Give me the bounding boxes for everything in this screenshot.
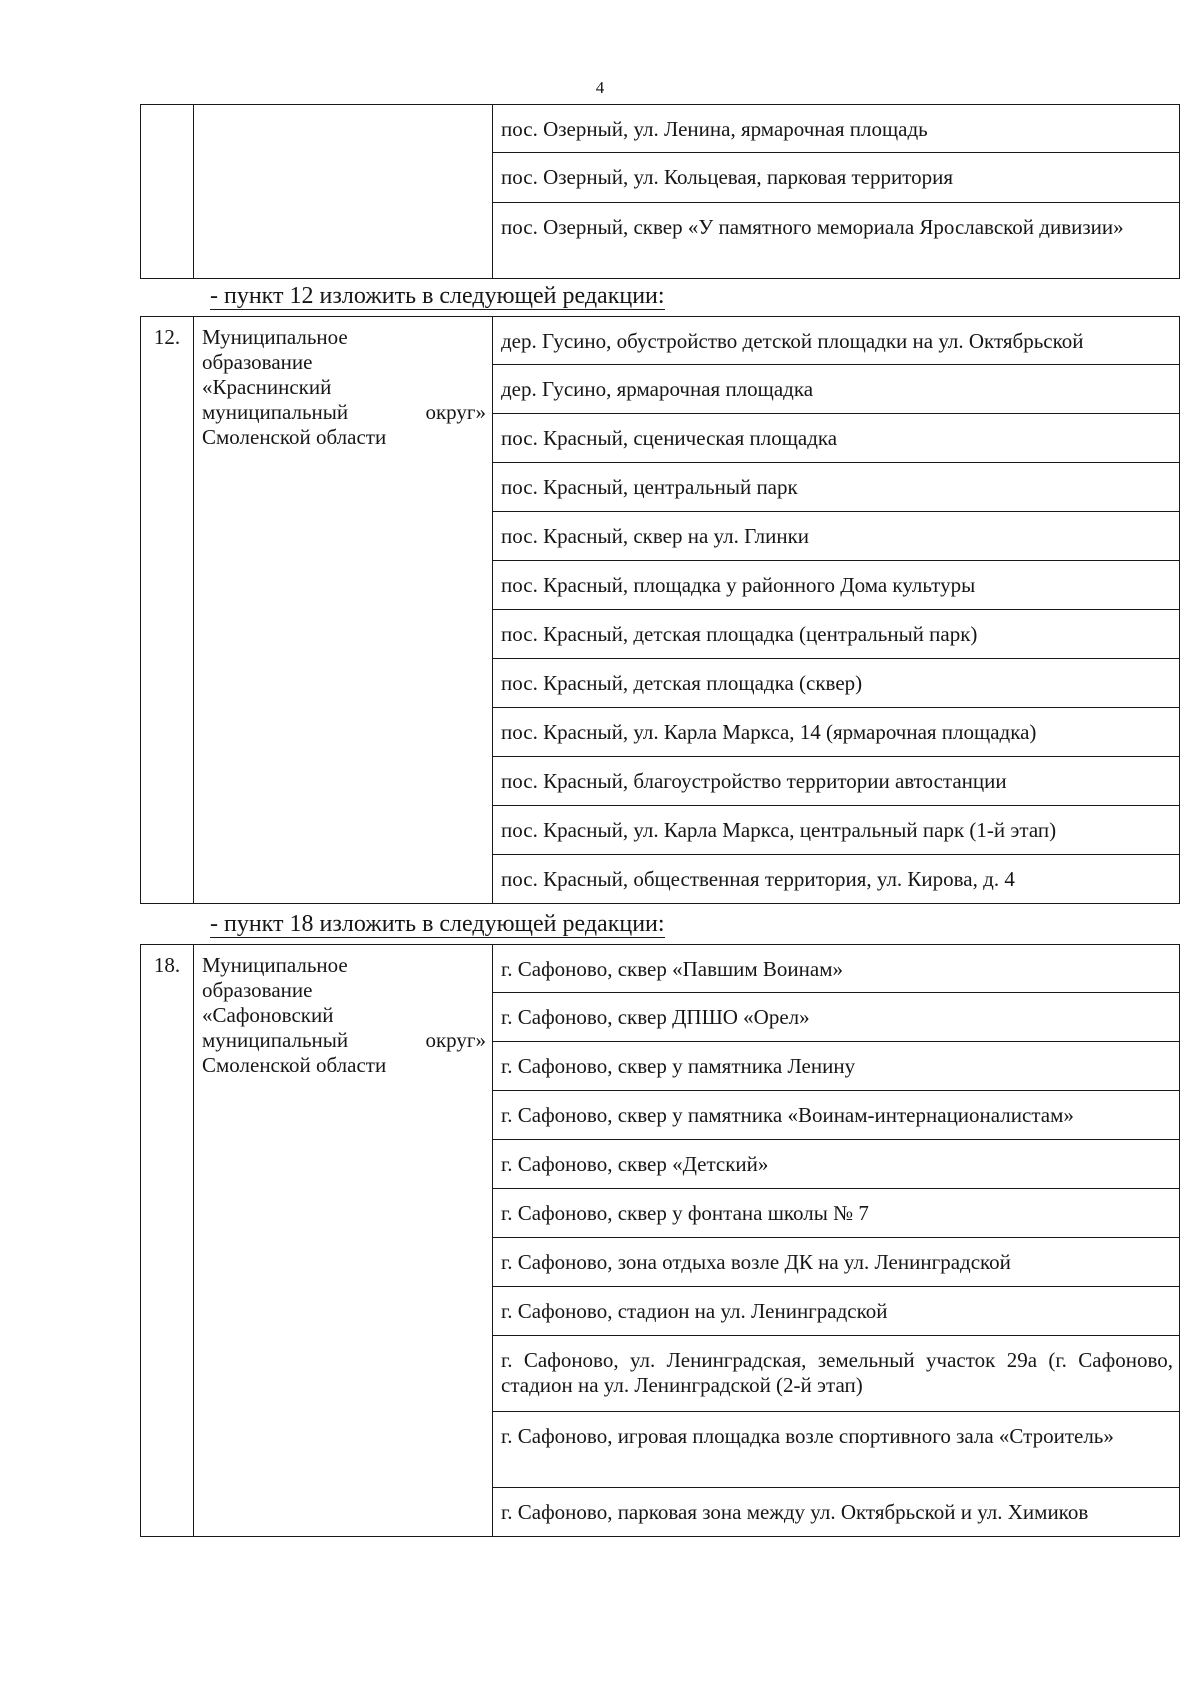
location-cell: г. Сафоново, сквер у памятника «Воинам-интернационалистам» — [493, 1091, 1180, 1140]
location-cell: г. Сафоново, игровая площадка возле спортивного зала «Строитель» — [493, 1412, 1180, 1488]
municipality-line: «Краснинский — [202, 375, 332, 399]
section-18-intro-text: - пункт 18 изложить в следующей редакции: — [210, 911, 665, 937]
municipality-line: «Сафоновский — [202, 1003, 334, 1027]
location-cell: г. Сафоново, сквер у фонтана школы № 7 — [493, 1189, 1180, 1238]
municipality-word: муниципальный — [202, 1028, 349, 1052]
location-cell: г. Сафоново, сквер у памятника Ленину — [493, 1042, 1180, 1091]
location-cell: г. Сафоново, сквер «Детский» — [493, 1140, 1180, 1189]
table-row — [141, 945, 1180, 993]
location-cell: пос. Красный, ул. Карла Маркса, центральный парк (1-й этап) — [493, 806, 1180, 855]
location-cell: пос. Красный, благоустройство территории автостанции — [493, 757, 1180, 806]
location-cell: пос. Красный, сквер на ул. Глинки — [493, 512, 1180, 561]
item-number: 12. — [141, 317, 194, 904]
number-cell — [141, 105, 194, 279]
municipality-name — [194, 317, 493, 904]
location-cell: дер. Гусино, обустройство детской площадки на ул. Октябрьской — [493, 317, 1180, 365]
section-12-intro — [210, 282, 665, 310]
location-cell: г. Сафоново, стадион на ул. Ленинградской — [493, 1287, 1180, 1336]
location-cell: пос. Озерный, ул. Ленина, ярмарочная площадь — [493, 105, 1180, 153]
location-cell: г. Сафоново, сквер «Павшим Воинам» — [493, 945, 1180, 993]
municipality-line — [202, 1028, 486, 1053]
location-cell: пос. Красный, центральный парк — [493, 463, 1180, 512]
location-cell: пос. Красный, общественная территория, ул. Кирова, д. 4 — [493, 855, 1180, 904]
municipality-cell — [194, 105, 493, 279]
section-18-intro — [210, 910, 665, 938]
location-cell: пос. Озерный, ул. Кольцевая, парковая территория — [493, 153, 1180, 203]
table-row — [141, 105, 1180, 153]
municipality-line: образование — [202, 978, 313, 1002]
section-18-table — [140, 944, 1180, 1537]
location-cell: пос. Красный, детская площадка (центральный парк) — [493, 610, 1180, 659]
location-cell: г. Сафоново, сквер ДПШО «Орел» — [493, 993, 1180, 1042]
municipality-line — [202, 400, 486, 425]
item-number: 18. — [141, 945, 194, 1537]
municipality-word: округ» — [425, 1028, 486, 1052]
location-cell: г. Сафоново, парковая зона между ул. Октябрьской и ул. Химиков — [493, 1488, 1180, 1537]
location-cell: пос. Красный, детская площадка (сквер) — [493, 659, 1180, 708]
municipality-line: Смоленской области — [202, 1053, 387, 1077]
section-12-intro-text: - пункт 12 изложить в следующей редакции: — [210, 283, 665, 309]
continuation-table — [140, 104, 1180, 279]
municipality-word: округ» — [425, 400, 486, 424]
location-cell: г. Сафоново, зона отдыха возле ДК на ул. Ленинградской — [493, 1238, 1180, 1287]
municipality-word: муниципальный — [202, 400, 349, 424]
location-cell: пос. Красный, площадка у районного Дома культуры — [493, 561, 1180, 610]
location-cell: пос. Красный, сценическая площадка — [493, 414, 1180, 463]
section-12-table — [140, 316, 1180, 904]
location-cell: пос. Озерный, сквер «У памятного мемориала Ярославской дивизии» — [493, 203, 1180, 279]
municipality-line: Муниципальное — [202, 953, 348, 977]
table-row — [141, 317, 1180, 365]
municipality-line: образование — [202, 350, 313, 374]
page-number: 4 — [595, 78, 605, 97]
location-cell: дер. Гусино, ярмарочная площадка — [493, 365, 1180, 414]
location-cell: г. Сафоново, ул. Ленинградская, земельный участок 29а (г. Сафоново, стадион на ул. Ленинградской (2-й этап) — [493, 1336, 1180, 1412]
location-cell: пос. Красный, ул. Карла Маркса, 14 (ярмарочная площадка) — [493, 708, 1180, 757]
municipality-name — [194, 945, 493, 1537]
municipality-line: Смоленской области — [202, 425, 387, 449]
municipality-line: Муниципальное — [202, 325, 348, 349]
